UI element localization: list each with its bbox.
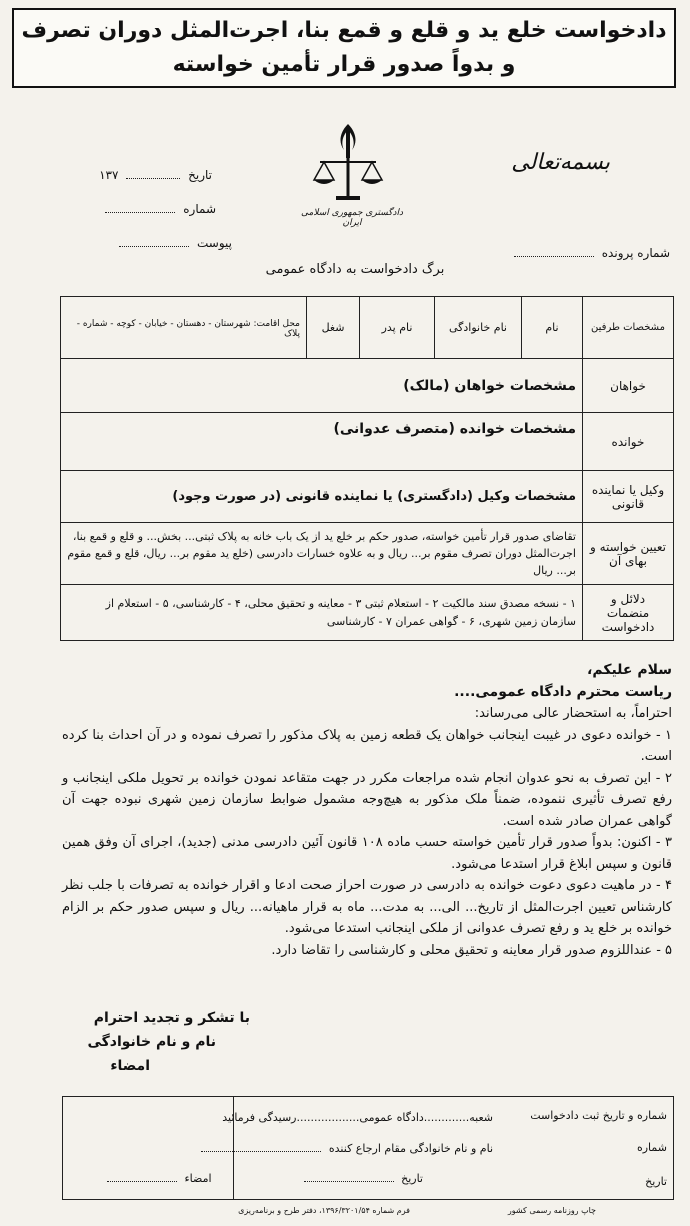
letter-paragraph-3: ۳ - اکنون: بدواً صدور قرار تأمین خواسته حسب ماده ۱۰۸ قانون آئین دادرسی مدنی (جدید)، اجرای آن وفق همین قانون و سپس ابلاغ قرار استدعا می‌شود.	[62, 835, 672, 872]
row-label-attorney: وکیل یا نماینده قانونی	[583, 471, 674, 523]
emblem-icon	[310, 118, 386, 204]
table-row	[61, 523, 674, 585]
col-header-address: محل اقامت: شهرستان - دهستان - خیابان - کوچه - شماره - پلاک	[61, 297, 307, 359]
file-number-field	[500, 244, 670, 260]
col-header-family: نام خانوادگی	[435, 297, 522, 359]
document-title-box	[12, 8, 676, 88]
emblem-caption: دادگستری جمهوری اسلامی ایران	[301, 208, 403, 228]
bottom-date-label: تاریخ	[401, 1172, 423, 1185]
referrer-label: نام و نام خانوادگی مقام ارجاع کننده	[328, 1142, 493, 1155]
col-header-parties: مشخصات طرفین	[583, 297, 674, 359]
letter-paragraph-2: ۲ - این تصرف به نحو عدوان انجام شده مراجعات مکرر در جهت متقاعد نمودن خوانده بر تحویل ملکی اینجانب و رفع تصرف تأثیری ننموده، ضمناً ملک مذکور به هیچ‌وجه مشمول ضوابط سازمان زمین شهری نبوده جهت آن گواهی عمران صادر شده است.	[62, 770, 672, 829]
letter-intro: احتراماً، به استحضار عالی می‌رساند:	[474, 706, 672, 721]
attachment-label: پیوست	[197, 236, 232, 250]
footer-form-number: فرم شماره ۱۳۹۶/۳۲۰۱/۵۴، دفتر طرح و برنامه‌ریزی	[238, 1206, 410, 1215]
letter-paragraph-4: ۴ - در ماهیت دعوی دعوت خوانده به دادرسی در صورت احراز صحت ادعا و اقرار خوانده به تصرفات با جلب نظر کارشناس تعیین اجرت‌المثل از تاریخ... الی... به مدت... ماه به قرار ماهیانه... ریال و سپس صدور حکم بر الزام خوانده بر خلع ید و رفع تصرف عدوانی از ملکی اینجانب استدعا می‌شود.	[62, 878, 672, 936]
branch-line: شعبه.............دادگاه عمومی..................رسیدگی فرمائید	[222, 1111, 493, 1124]
registry-date: تاریخ	[645, 1175, 667, 1188]
table-row	[61, 471, 674, 523]
number-field	[96, 200, 216, 216]
row-content-claim: تقاضای صدور قرار تأمین خواسته، صدور حکم بر خلع ید از یک باب خانه به پلاک ثبتی... بخش... و قلع و قمع بنا، اجرت‌المثل دوران تصرف مقوم بر... ریال و به علاوه خسارات دادرسی (خلع ید مقوم بر... ریال، قلع و قمع مقوم بر... ریال	[61, 523, 583, 585]
registry-box	[62, 1096, 674, 1200]
referrer-line	[197, 1139, 493, 1155]
registry-number: شماره	[636, 1141, 667, 1154]
file-number-label: شماره پرونده	[601, 246, 670, 260]
footer-printer: چاپ روزنامه رسمی کشور	[507, 1206, 596, 1215]
document-title-line-1: دادخواست خلع ید و قلع و قمع بنا، اجرت‌المثل دوران تصرف	[21, 18, 667, 43]
row-content-evidence: ۱ - نسخه مصدق سند مالکیت ۲ - استعلام ثبتی ۳ - معاینه و تحقیق محلی، ۴ - کارشناسی، ۵ - استعلام از سازمان زمین شهری، ۶ - گواهی عمران ۷ - کارشناسی	[61, 585, 583, 641]
letter-signature-label: امضاء	[110, 1058, 150, 1074]
row-label-defendant: خوانده	[583, 413, 674, 471]
row-label-plaintiff: خواهان	[583, 359, 674, 413]
letter-addressee: ریاست محترم دادگاه عمومی....	[454, 683, 672, 700]
table-row	[61, 359, 674, 413]
date-value: ۱۳۷	[99, 168, 119, 182]
letter-paragraph-1: ۱ - خوانده دعوی در غیبت اینجانب خواهان یک قطعه زمین به پلاک مذکور را تصرف نموده و در آن احداث بنا کرده است.	[62, 727, 672, 764]
letter-closing: با تشکر و تجدید احترام	[93, 1010, 250, 1026]
letter-body	[62, 660, 672, 961]
bottom-date-line	[300, 1169, 423, 1185]
bottom-signature-line	[103, 1169, 212, 1185]
date-label: تاریخ	[188, 168, 212, 182]
parties-table	[60, 296, 674, 641]
row-content-plaintiff: مشخصات خواهان (مالک)	[61, 359, 583, 413]
date-field	[92, 166, 212, 182]
number-label: شماره	[183, 202, 216, 216]
table-header-row	[61, 297, 674, 359]
registry-title: شماره و تاریخ ثبت دادخواست	[530, 1109, 667, 1122]
row-content-defendant: مشخصات خوانده (متصرف عدوانی)	[61, 413, 583, 471]
document-title-line-2: و بدواً صدور قرار تأمین خواسته	[172, 52, 516, 77]
letter-greeting: سلام علیکم،	[587, 662, 672, 678]
bottom-signature-label: امضاء	[184, 1172, 212, 1185]
col-header-job: شغل	[307, 297, 360, 359]
row-content-attorney: مشخصات وکیل (دادگستری) یا نماینده قانونی (در صورت وجود)	[61, 471, 583, 523]
letter-paragraph-5: ۵ - عنداللزوم صدور قرار معاینه و تحقیق محلی و کارشناسی را تقاضا دارد.	[271, 942, 672, 958]
col-header-father: نام پدر	[360, 297, 435, 359]
attachment-field	[92, 234, 232, 250]
col-header-name: نام	[522, 297, 583, 359]
table-row	[61, 413, 674, 471]
row-label-evidence: دلائل و منضمات دادخواست	[583, 585, 674, 641]
letter-name-label: نام و نام خانوادگی	[87, 1034, 216, 1050]
table-row	[61, 585, 674, 641]
row-label-claim: تعیین خواسته و بهای آن	[583, 523, 674, 585]
form-title: برگ دادخواست به دادگاه عمومی	[265, 262, 445, 277]
basmala: بسمه‌تعالی	[511, 150, 610, 175]
